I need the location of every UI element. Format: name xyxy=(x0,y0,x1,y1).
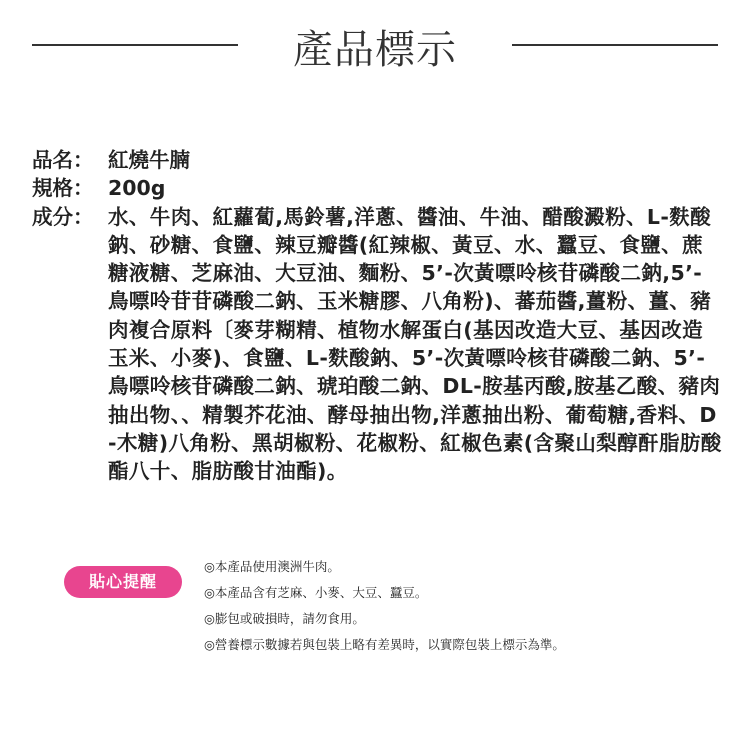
ingredients-row xyxy=(32,203,722,486)
title-row xyxy=(0,14,750,74)
ingredients-label: 成分： xyxy=(32,204,94,229)
tips-note: ◎本產品使用澳洲牛肉。 xyxy=(204,559,340,574)
product-spec-label: 規格： xyxy=(32,176,94,201)
tips-badge: 貼心提醒 xyxy=(64,566,182,598)
page-title: 產品標示 xyxy=(293,27,457,73)
tips-notes xyxy=(204,554,724,658)
ingredients-value: 水、牛肉、紅蘿蔔,馬鈴薯,洋蔥、醬油、牛油、醋酸澱粉、L-麩酸鈉、砂糖、食鹽、辣豆瓣醬(紅辣椒、黃豆、水、蠶豆、食鹽、蔗糖液糖、芝麻油、大豆油、麵粉、5’-次黃嘌呤核苷磷酸二鈉,5’-鳥嘌呤苷苷磷酸二鈉、玉米糖膠、八角粉)、蕃茄醬,薑粉、薑、豬肉複合原料〔麥芽糊精、植物水解蛋白(基因改造大豆、基因改造玉米、小麥)、食鹽、L-麩酸鈉、5’-次黃嘌呤核苷磷酸二鈉、5’-鳥嘌呤核苷磷酸二鈉、琥珀酸二鈉、DL-胺基丙酸,胺基乙酸、豬肉抽出物、、精製芥花油、酵母抽出物,洋蔥抽出粉、葡萄糖,香料、D-木糖)八角粉、黑胡椒粉、花椒粉、紅椒色素(含聚山梨醇酐脂肪酸酯八十、脂肪酸甘油酯)。 xyxy=(108,204,722,484)
tips-note: ◎營養標示數據若與包裝上略有差異時，以實際包裝上標示為準。 xyxy=(204,637,565,652)
product-name-label: 品名： xyxy=(32,148,94,172)
product-spec-value: 200g xyxy=(108,176,166,201)
title-divider-right xyxy=(512,44,718,46)
tips-note: ◎本產品含有芝麻、小麥、大豆、蠶豆。 xyxy=(204,585,428,600)
product-spec-row xyxy=(32,174,722,202)
product-name-value: 紅燒牛腩 xyxy=(108,148,190,172)
product-info xyxy=(32,146,722,486)
tips-note: ◎膨包或破損時，請勿食用。 xyxy=(204,611,365,626)
product-name-row xyxy=(32,146,722,174)
title-divider-left xyxy=(32,44,238,46)
